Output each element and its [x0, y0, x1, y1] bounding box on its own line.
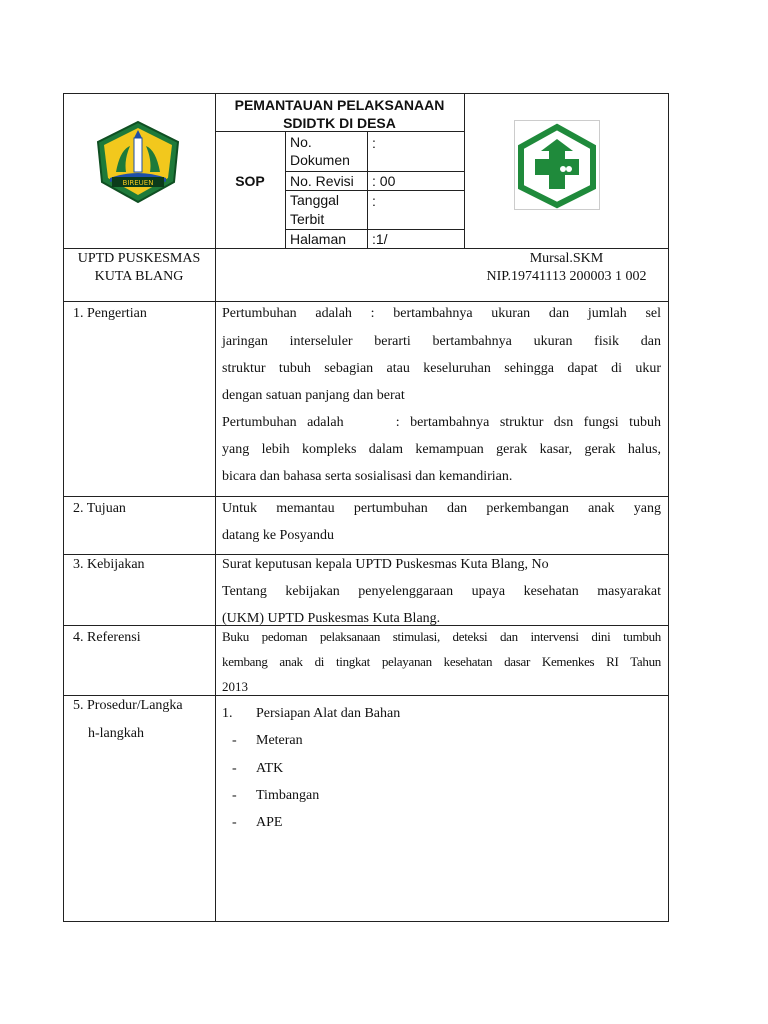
row-divider	[63, 248, 669, 249]
field-value-halaman: :1/	[372, 231, 388, 247]
document-title-line2: SDIDTK DI DESA	[283, 115, 396, 131]
row-divider	[63, 496, 669, 497]
field-label-halaman: Halaman	[290, 231, 347, 247]
field-label-no-dokumen: No. Dokumen	[290, 134, 350, 168]
document-title-line1: PEMANTAUAN PELAKSANAAN	[234, 97, 445, 113]
kebijakan-line: (UKM) UPTD Puskesmas Kuta Blang.	[222, 611, 441, 626]
pengertian-line: dengan satuan panjang dan berat	[222, 388, 405, 403]
step-title: Persiapan Alat dan Bahan	[256, 706, 401, 721]
field-value-no-revisi: : 00	[372, 173, 396, 189]
org-name-line1: UPTD PUSKESMAS	[77, 251, 201, 266]
list-bullet: -	[232, 815, 237, 830]
referensi-line: kembang anak di tingkat pelayanan kesehatan dasar Kemenkes RI Tahun	[222, 654, 661, 669]
pengertian-line: Pertumbuhan adalah : bertambahnya struktur dsn fungsi tubuh	[222, 415, 661, 430]
signer-nip: NIP.19741113 200003 1 002	[486, 269, 647, 284]
section-label-prosedur: 5. Prosedur/Langka	[73, 698, 183, 713]
tujuan-line: Untuk memantau pertumbuhan dan perkembangan anak yang	[222, 501, 661, 516]
field-value-no-dokumen: :	[372, 135, 376, 151]
field-label-no-revisi: No. Revisi	[290, 173, 354, 189]
referensi-line: Buku pedoman pelaksanaan stimulasi, deteksi dan intervensi dini tumbuh	[222, 629, 661, 644]
section-label-pengertian: 1. Pengertian	[73, 306, 147, 321]
org-name-line2: KUTA BLANG	[94, 269, 184, 284]
list-bullet: -	[232, 761, 237, 776]
field-value-tanggal-terbit: :	[372, 193, 376, 209]
section-label-referensi: 4. Referensi	[73, 630, 141, 645]
section-label-tujuan: 2. Tujuan	[73, 501, 126, 516]
puskesmas-logo-icon	[514, 120, 600, 210]
section-label-kebijakan: 3. Kebijakan	[73, 557, 145, 572]
pengertian-line: bicara dan bahasa serta sosialisasi dan kemandirian.	[222, 469, 513, 484]
list-item: Timbangan	[256, 788, 320, 803]
tujuan-line: datang ke Posyandu	[222, 528, 334, 543]
pengertian-line: yang lebih kompleks dalam kemampuan gerak kasar, gerak halus,	[222, 442, 661, 457]
signer-name: Mursal.SKM	[529, 251, 604, 266]
logo-text: BIREUEN	[122, 179, 154, 187]
row-divider	[63, 554, 669, 555]
list-item: Meteran	[256, 733, 303, 748]
column-divider	[215, 93, 216, 922]
kebijakan-line: Surat keputusan kepala UPTD Puskesmas Kuta Blang, No	[222, 557, 549, 572]
bireuen-logo-icon	[96, 120, 180, 204]
section-label-prosedur-cont: h-langkah	[88, 726, 144, 741]
pengertian-line: jaringan interseluler berarti bertambahnya ukuran fisik dan	[222, 334, 661, 349]
list-bullet: -	[232, 788, 237, 803]
pengertian-line: struktur tubuh sebagian atau keseluruhan sehingga dapat di ukur	[222, 361, 661, 376]
step-number: 1.	[222, 706, 233, 721]
list-item: APE	[256, 815, 283, 830]
kebijakan-line: Tentang kebijakan penyelenggaraan upaya kesehatan masyarakat	[222, 584, 661, 599]
field-label-tanggal-terbit: Tanggal Terbit	[290, 192, 340, 227]
referensi-line: 2013	[222, 679, 248, 694]
header-right-divider	[464, 93, 465, 248]
row-divider	[63, 301, 669, 302]
list-item: ATK	[256, 761, 284, 776]
list-bullet: -	[232, 733, 237, 748]
pengertian-line: Pertumbuhan adalah : bertambahnya ukuran dan jumlah sel	[222, 306, 661, 321]
sop-label: SOP	[235, 173, 265, 189]
